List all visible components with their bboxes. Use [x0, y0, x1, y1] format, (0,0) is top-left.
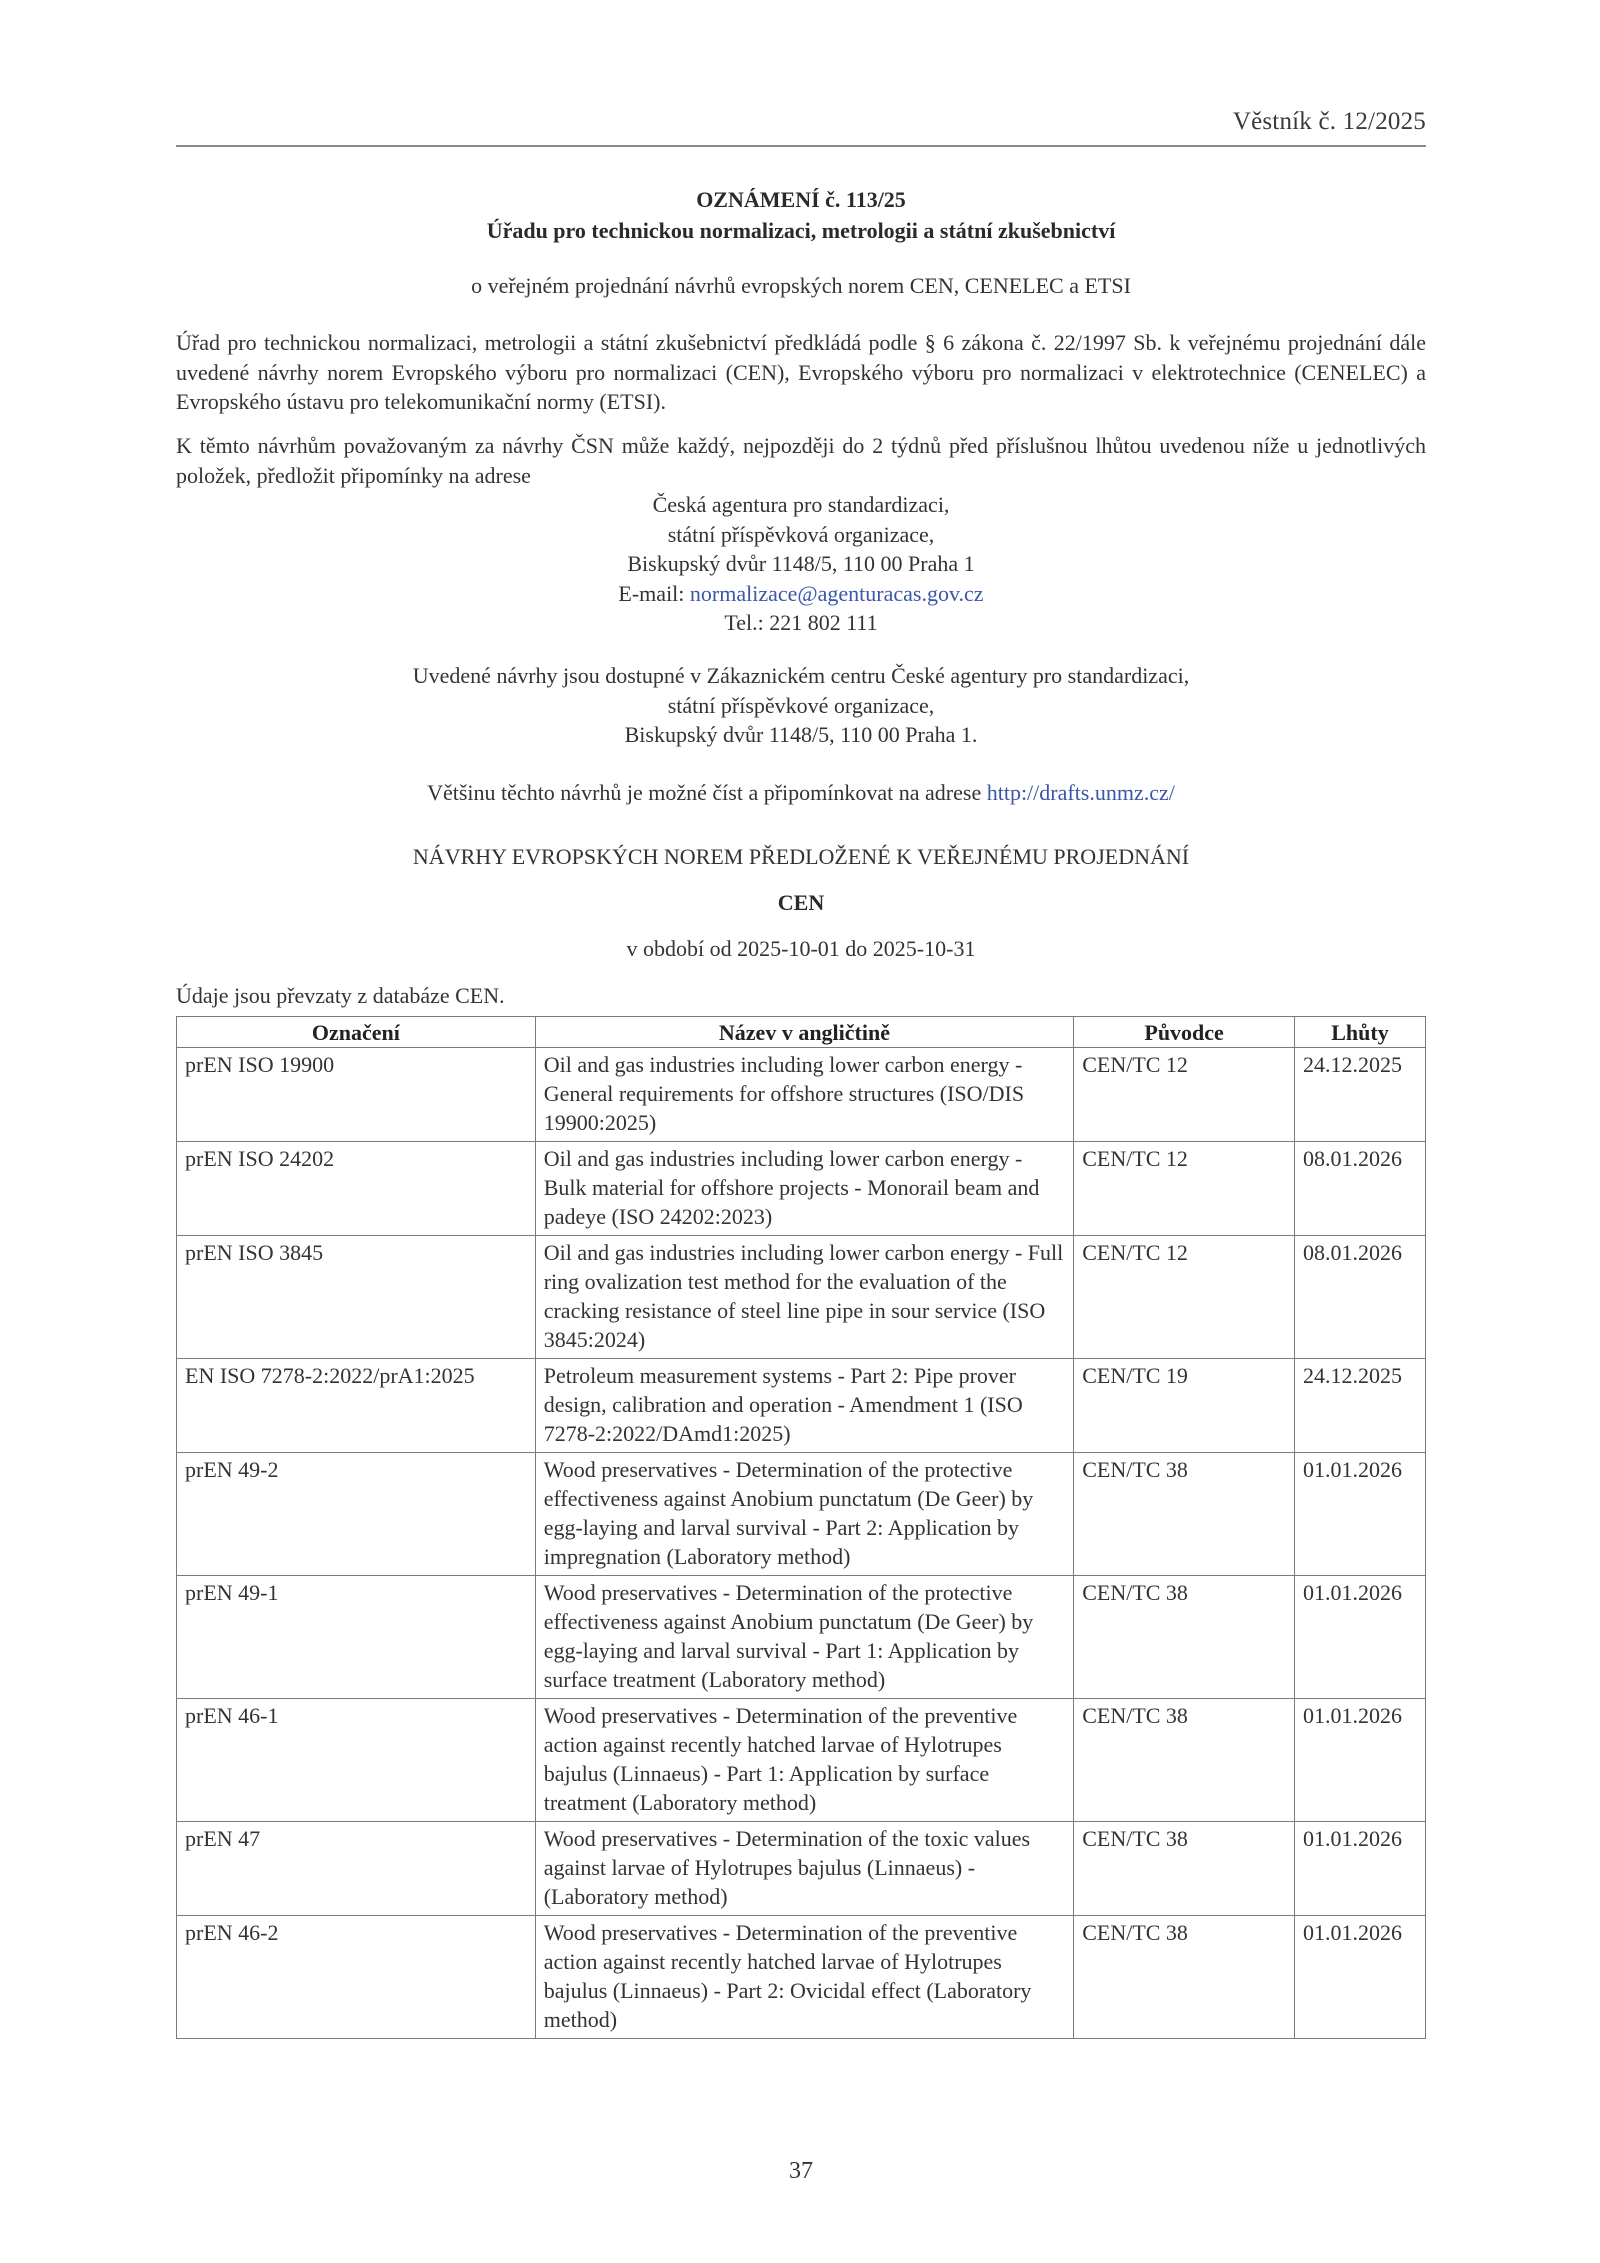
cell-designation: prEN 49-1 [177, 1576, 536, 1699]
cell-title: Oil and gas industries including lower carbon energy - Bulk material for offshore projects - Monorail beam and padeye (ISO 24202:2023) [535, 1142, 1073, 1236]
address-block [176, 490, 1426, 638]
announcement-title-block [176, 184, 1426, 246]
cell-title: Oil and gas industries including lower carbon energy - Full ring ovalization test method for the evaluation of the cracking resistance of steel line pipe in sour service (ISO 3845:2024) [535, 1236, 1073, 1359]
running-header: Věstník č. 12/2025 [1232, 108, 1426, 135]
source-note: Údaje jsou převzaty z databáze CEN. [176, 983, 505, 1008]
column-header-originator: Původce [1074, 1017, 1295, 1048]
cell-originator: CEN/TC 38 [1074, 1576, 1295, 1699]
cell-originator: CEN/TC 38 [1074, 1822, 1295, 1916]
period-line: v období od 2025-10-01 do 2025-10-31 [626, 936, 976, 961]
table-row [177, 1576, 1426, 1699]
email-line [176, 579, 1426, 609]
cell-designation: prEN ISO 19900 [177, 1048, 536, 1142]
cell-designation: prEN 46-2 [177, 1916, 536, 2039]
organization-heading: CEN [777, 890, 825, 915]
cell-designation: prEN ISO 3845 [177, 1236, 536, 1359]
cell-deadline: 24.12.2025 [1295, 1359, 1426, 1453]
table-row [177, 1916, 1426, 2039]
drafts-portal-text: Většinu těchto návrhů je možné číst a připomínkovat na adrese [427, 780, 987, 805]
address-line: Česká agentura pro standardizaci, [652, 492, 950, 517]
section-heading: NÁVRHY EVROPSKÝCH NOREM PŘEDLOŽENÉ K VEŘEJNÉMU PROJEDNÁNÍ [412, 844, 1190, 869]
page-number: 37 [789, 2158, 813, 2184]
address-line: Biskupský dvůr 1148/5, 110 00 Praha 1 [627, 551, 975, 576]
cell-title: Wood preservatives - Determination of the protective effectiveness against Anobium punctatum (De Geer) by egg-laying and larval survival - Part 2: Application by impregnation (Laboratory method) [535, 1453, 1073, 1576]
cell-deadline: 01.01.2026 [1295, 1453, 1426, 1576]
cell-designation: EN ISO 7278-2:2022/prA1:2025 [177, 1359, 536, 1453]
announcement-subtitle: o veřejném projednání návrhů evropských norem CEN, CENELEC a ETSI [471, 273, 1131, 298]
table-row [177, 1359, 1426, 1453]
comments-paragraph: K těmto návrhům považovaným za návrhy ČSN může každý, nejpozději do 2 týdnů před příslušnou lhůtou uvedenou níže u jednotlivých položek, předložit připomínky na adrese [176, 433, 1426, 488]
table-row [177, 1699, 1426, 1822]
cell-originator: CEN/TC 38 [1074, 1453, 1295, 1576]
cell-deadline: 08.01.2026 [1295, 1236, 1426, 1359]
cell-deadline: 01.01.2026 [1295, 1699, 1426, 1822]
drafts-portal-link[interactable]: http://drafts.unmz.cz/ [986, 780, 1175, 805]
column-header-deadline: Lhůty [1295, 1017, 1426, 1048]
cell-deadline: 01.01.2026 [1295, 1916, 1426, 2039]
cell-deadline: 01.01.2026 [1295, 1822, 1426, 1916]
cell-designation: prEN ISO 24202 [177, 1142, 536, 1236]
cell-title: Petroleum measurement systems - Part 2: Pipe prover design, calibration and operation - Amendment 1 (ISO 7278-2:2022/DAmd1:2025) [535, 1359, 1073, 1453]
availability-line: Uvedené návrhy jsou dostupné v Zákaznickém centru České agentury pro standardizaci, [412, 663, 1190, 688]
cell-deadline: 08.01.2026 [1295, 1142, 1426, 1236]
availability-block [176, 661, 1426, 750]
table-row [177, 1822, 1426, 1916]
email-link[interactable]: normalizace@agenturacas.gov.cz [689, 580, 984, 606]
availability-line: státní příspěvkové organizace, [667, 692, 935, 718]
table-header-row [177, 1017, 1426, 1048]
phone-line: Tel.: 221 802 111 [724, 610, 878, 635]
cell-title: Oil and gas industries including lower carbon energy - General requirements for offshore structures (ISO/DIS 19900:2025) [535, 1048, 1073, 1142]
cell-title: Wood preservatives - Determination of the toxic values against larvae of Hylotrupes bajulus (Linnaeus) - (Laboratory method) [535, 1822, 1073, 1916]
cell-title: Wood preservatives - Determination of the preventive action against recently hatched larvae of Hylotrupes bajulus (Linnaeus) - Part 1: Application by surface treatment (Laboratory method) [535, 1699, 1073, 1822]
availability-line: Biskupský dvůr 1148/5, 110 00 Praha 1. [624, 722, 978, 747]
email-label: E-mail: [618, 580, 690, 606]
cell-originator: CEN/TC 12 [1074, 1048, 1295, 1142]
cell-deadline: 24.12.2025 [1295, 1048, 1426, 1142]
drafts-portal-line [176, 778, 1426, 808]
table-row [177, 1142, 1426, 1236]
cell-originator: CEN/TC 12 [1074, 1236, 1295, 1359]
cell-originator: CEN/TC 12 [1074, 1142, 1295, 1236]
announcement-title: OZNÁMENÍ č. 113/25 [696, 187, 906, 212]
drafts-table [176, 1016, 1426, 2039]
table-row [177, 1453, 1426, 1576]
cell-originator: CEN/TC 19 [1074, 1359, 1295, 1453]
cell-designation: prEN 46-1 [177, 1699, 536, 1822]
cell-designation: prEN 49-2 [177, 1453, 536, 1576]
intro-paragraph: Úřad pro technickou normalizaci, metrologii a státní zkušebnictví předkládá podle § 6 zákona č. 22/1997 Sb. k veřejnému projednání dále uvedené návrhy norem Evropského výboru pro normalizaci (CEN), Evropského výboru pro normalizaci v elektrotechnice (CENELEC) a Evropského ústavu pro telekomunikační normy (ETSI). [176, 330, 1426, 414]
cell-designation: prEN 47 [177, 1822, 536, 1916]
column-header-designation: Označení [177, 1017, 536, 1048]
cell-title: Wood preservatives - Determination of the preventive action against recently hatched larvae of Hylotrupes bajulus (Linnaeus) - Part 2: Ovicidal effect (Laboratory method) [535, 1916, 1073, 2039]
address-line: státní příspěvková organizace, [667, 521, 935, 547]
cell-originator: CEN/TC 38 [1074, 1916, 1295, 2039]
header-rule [176, 145, 1426, 147]
cell-title: Wood preservatives - Determination of the protective effectiveness against Anobium punctatum (De Geer) by egg-laying and larval survival - Part 1: Application by surface treatment (Laboratory method) [535, 1576, 1073, 1699]
column-header-title: Název v angličtině [535, 1017, 1073, 1048]
cell-originator: CEN/TC 38 [1074, 1699, 1295, 1822]
cell-deadline: 01.01.2026 [1295, 1576, 1426, 1699]
table-row [177, 1236, 1426, 1359]
announcement-issuer: Úřadu pro technickou normalizaci, metrologii a státní zkušebnictví [486, 218, 1116, 243]
table-row [177, 1048, 1426, 1142]
